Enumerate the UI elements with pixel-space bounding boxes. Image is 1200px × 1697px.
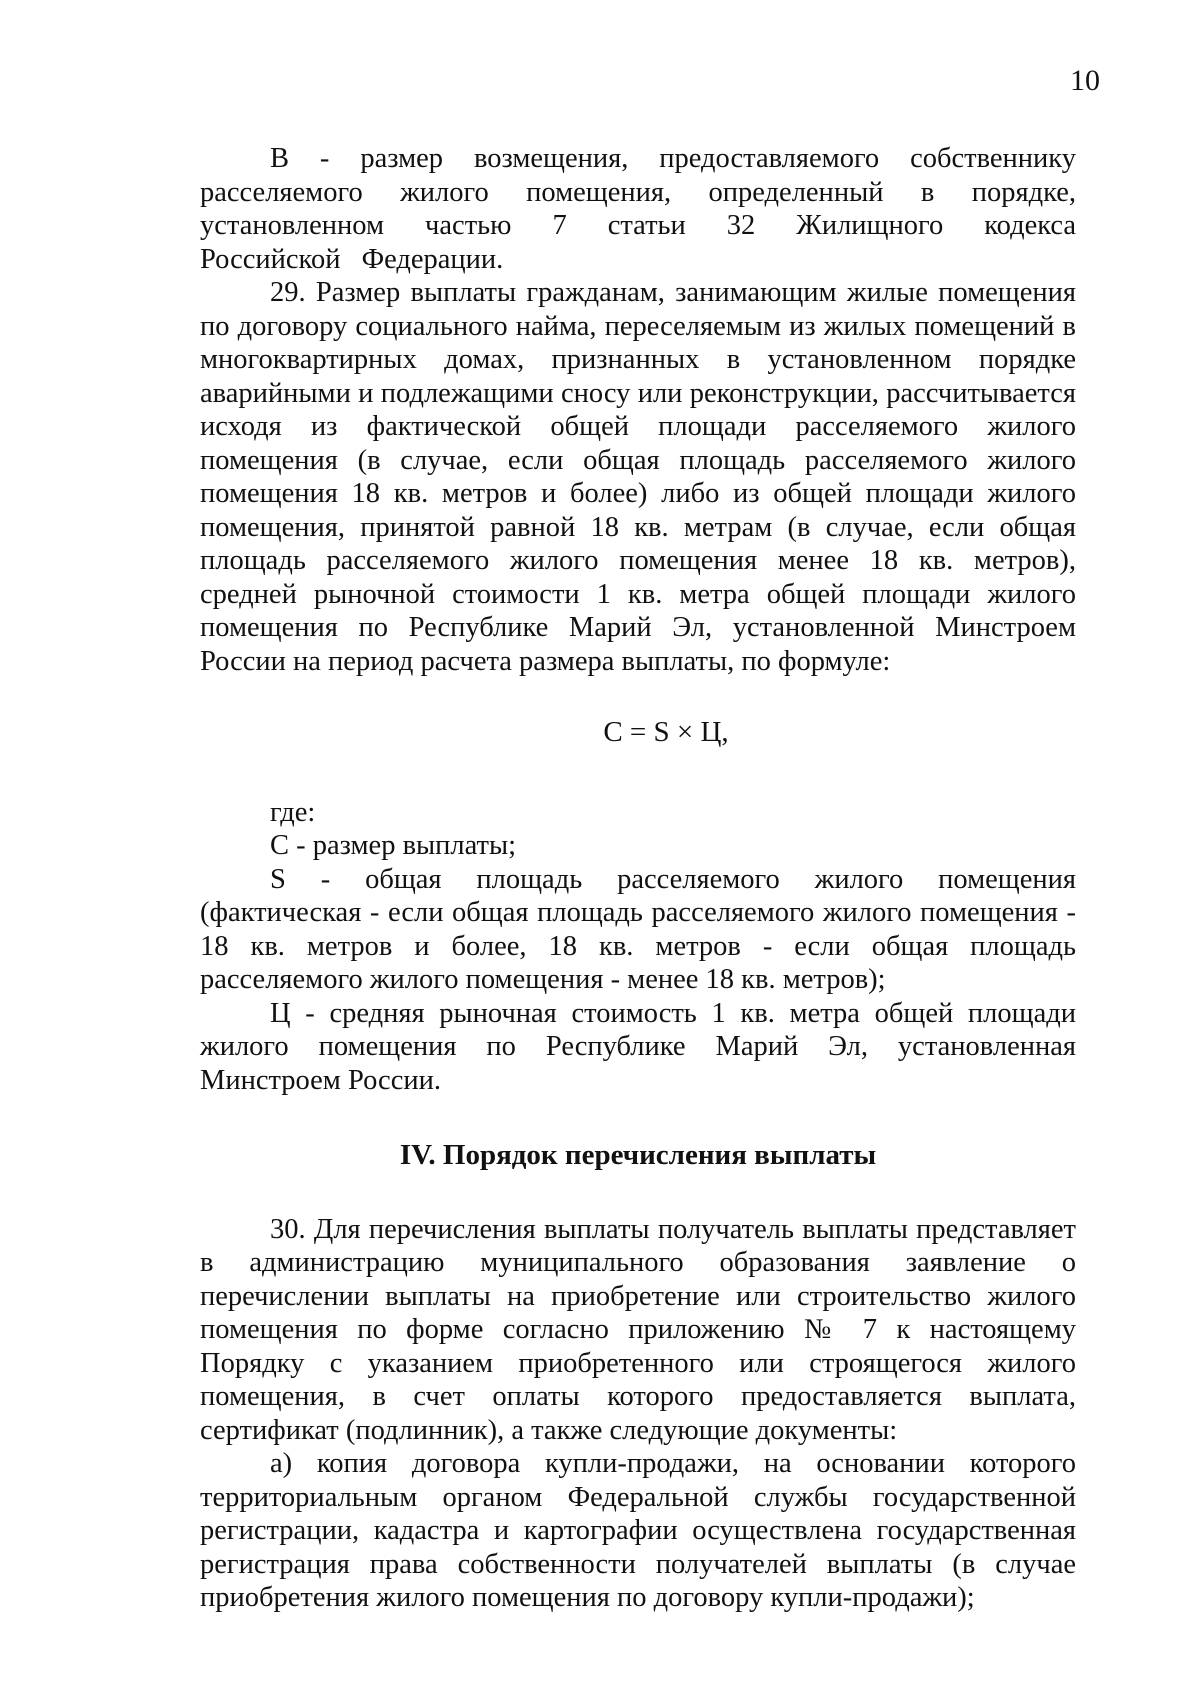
document-body [200,142,1076,1615]
paragraph-29: 29. Размер выплаты гражданам, занимающим жилые помещения по договору социального найма, переселяемым из жилых помещений в многоквартирных домах, признанных в установленном порядке аварийными и подлежащими сносу или реконструкции, рассчитывается исходя из фактической общей площади расселяемого жилого помещения (в случае, если общая площадь расселяемого жилого помещения 18 кв. метров и более) либо из общей площади жилого помещения, принятой равной 18 кв. метрам (в случае, если общая площадь расселяемого жилого помещения менее 18 кв. метров), средней рыночной стоимости 1 кв. метра общей площади жилого помещения по Республике Марий Эл, установленной Минстроем России на период расчета размера выплаты, по формуле: [200,277,1076,677]
payment-formula: С = S × Ц, [603,716,729,748]
definition-ts: Ц - средняя рыночная стоимость 1 кв. метра общей площади жилого помещения по Республике Марий Эл, установленная Минстроем России. [200,997,1076,1096]
definition-c: С - размер выплаты; [270,830,517,861]
definition-s: S - общая площадь расселяемого жилого помещения (фактическая - если общая площадь расселяемого жилого помещения - 18 кв. метров и более, 18 кв. метров - если общая площадь расселяемого жилого помещения - менее 18 кв. метров); [200,863,1076,995]
section-heading: IV. Порядок перечисления выплаты [399,1139,877,1171]
paragraph-b-definition: В - размер возмещения, предоставляемого собственнику расселяемого жилого помещения, определенный в порядке, установленном частью 7 статьи 32 Жилищного кодекса Российской Федерации. [200,143,1076,275]
paragraph-30-a: а) копия договора купли-продажи, на основании которого территориальным органом Федеральной службы государственной регистрации, кадастра и картографии осуществлена государственная регистрация права собственности получателей выплаты (в случае приобретения жилого помещения по договору купли-продажи); [200,1448,1076,1613]
where-label: где: [270,796,316,828]
paragraph-30: 30. Для перечисления выплаты получатель выплаты представляет в администрацию муниципального образования заявление о перечислении выплаты на приобретение или строительство жилого помещения по форме согласно приложению № 7 к настоящему Порядку с указанием приобретенного или строящегося жилого помещения, в счет оплаты которого предоставляется выплата, сертификат (подлинник), а также следующие документы: [200,1213,1076,1446]
page-number: 10 [1070,64,1100,97]
